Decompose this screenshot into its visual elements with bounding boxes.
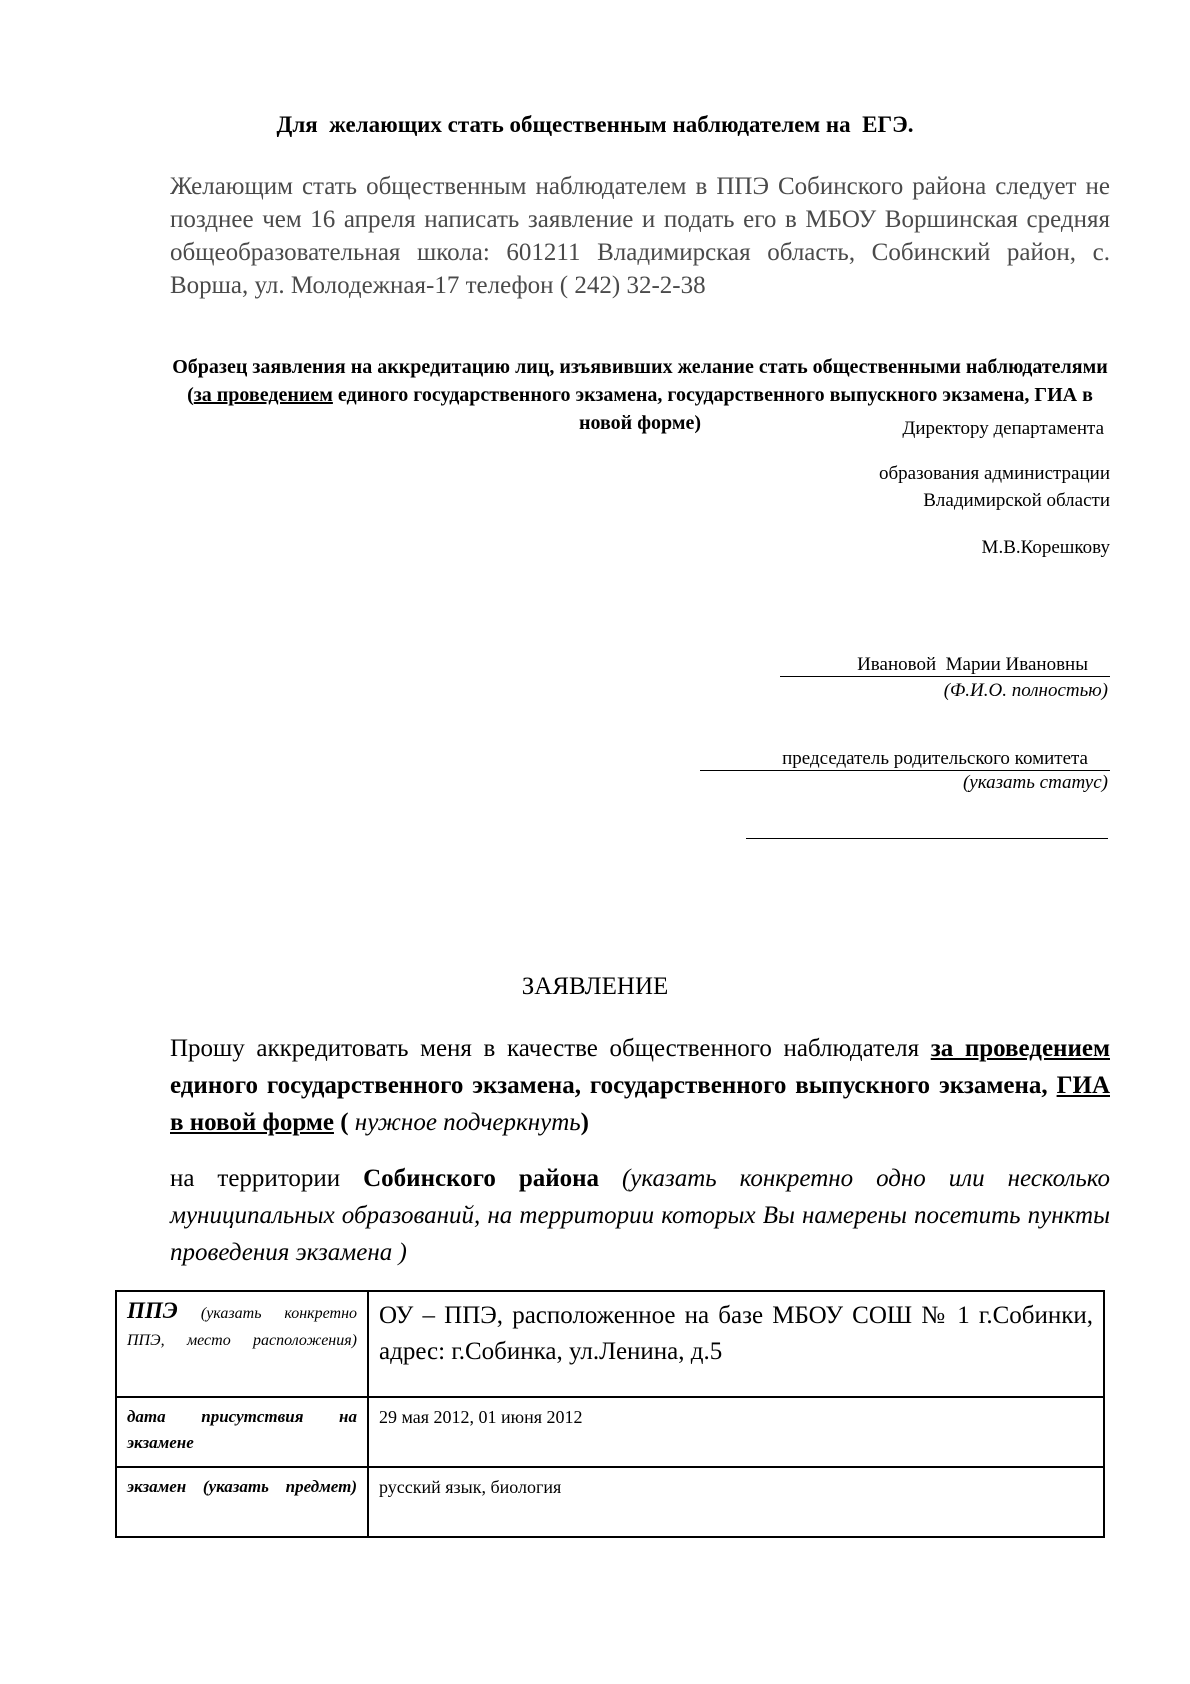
table-label-cell: экзамен (указать предмет) <box>116 1467 368 1537</box>
addressee-line-4: М.В.Корешкову <box>981 537 1110 558</box>
table-label-cell <box>116 1291 368 1397</box>
addressee-line-1: Директору департамента <box>902 418 1104 439</box>
request-bold-4: ) <box>580 1109 589 1136</box>
table-label-bold: ППЭ <box>127 1298 178 1323</box>
addressee-line-3: Владимирской области <box>923 490 1110 511</box>
request-paragraph <box>170 1030 1110 1141</box>
table-row <box>116 1397 1104 1467</box>
intro-paragraph: Желающим стать общественным наблюдателем в ППЭ Собинского района следует не позднее чем 16 апреля написать заявление и подать его в МБОУ Воршинская средняя общеобразовательная школа: 601211 Владимирская область, Собинский район, с. Ворша, ул. Молодежная-17 телефон ( 242) 32-2-38 <box>170 173 1110 299</box>
request-text: Прошу аккредитовать меня в качестве общественного наблюдателя <box>170 1035 931 1062</box>
page-title: Для желающих стать общественным наблюдателем на ЕГЭ. <box>276 112 914 137</box>
request-bold-underlined-1: за проведением <box>930 1035 1110 1062</box>
applicant-name-hint: (Ф.И.О. полностью) <box>943 680 1108 701</box>
table-label-note: (указать конкретно ППЭ, место расположения) <box>127 1305 357 1349</box>
request-bold-underlined-2: ГИА в новой форме <box>170 1072 1110 1136</box>
territory-bold: Собинского района <box>363 1165 600 1192</box>
table-value-cell: 29 мая 2012, 01 июня 2012 <box>368 1397 1104 1467</box>
sample-heading-underlined: за проведением <box>193 384 333 406</box>
applicant-status-field <box>700 726 1110 771</box>
territory-text: на территории <box>170 1165 364 1192</box>
statement-heading: ЗАЯВЛЕНИЕ <box>521 973 669 1000</box>
table-row <box>116 1467 1104 1537</box>
applicant-name: Ивановой Марии Ивановны <box>857 654 1088 675</box>
table-row <box>116 1291 1104 1397</box>
applicant-status-hint: (указать статус) <box>962 772 1108 793</box>
blank-line <box>746 838 1108 839</box>
sample-heading-part1: Образец заявления на аккредитацию лиц, изъявивших желание стать общественными наблюдателями ( <box>172 356 1108 406</box>
request-italic: нужное подчеркнуть <box>348 1109 581 1136</box>
territory-italic: (указать конкретно одно или несколько муниципальных образований, на территории которых Вы намерены посетить пункты проведения экзамена ) <box>170 1165 1110 1266</box>
applicant-name-field <box>780 632 1110 677</box>
request-bold-2: единого государственного экзамена, государственного выпускного экзамена, <box>170 1072 1057 1099</box>
table-value-cell: русский язык, биология <box>368 1467 1104 1537</box>
ppe-table <box>115 1290 1105 1538</box>
request-bold-3: ( <box>333 1109 349 1136</box>
sample-heading-part2: единого государственного экзамена, государственного выпускного экзамена, ГИА в новой форме) <box>332 384 1093 434</box>
addressee-line-2: образования администрации <box>878 463 1110 484</box>
territory-paragraph <box>170 1160 1110 1271</box>
applicant-status: председатель родительского комитета <box>782 748 1088 769</box>
table-label-cell: дата присутствия на экзамене <box>116 1397 368 1467</box>
table-value-cell: ОУ – ППЭ, расположенное на базе МБОУ СОШ № 1 г.Собинки, адрес: г.Собинка, ул.Ленина, д.5 <box>368 1291 1104 1397</box>
